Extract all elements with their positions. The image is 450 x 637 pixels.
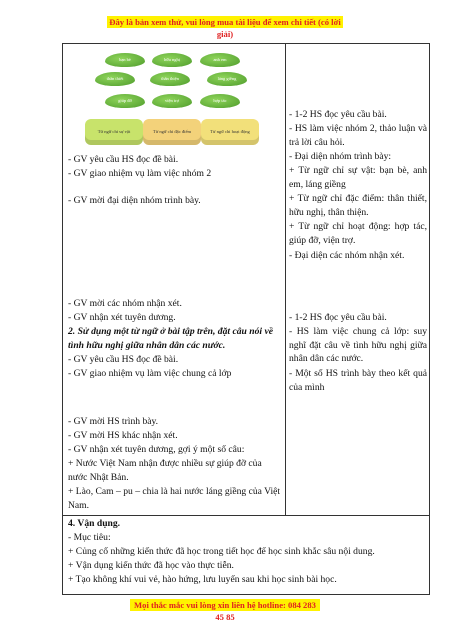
left-text: - GV giao nhiệm vụ làm việc nhóm 2 (68, 168, 212, 179)
left-text: + Lào, Cam – pu – chia là hai nước láng giềng của Việt Nam. (68, 486, 281, 511)
leaf-word: thân thiện (150, 72, 190, 86)
right-text: - Đại diện các nhóm nhận xét. (289, 250, 405, 261)
right-text: - Đại diện nhóm trình bày: (289, 151, 392, 162)
section-text: + Vận dụng kiến thức đã học vào thực tiễn. (68, 560, 234, 571)
right-text: - HS làm việc nhóm 2, thảo luận và trả lời câu hỏi. (289, 123, 427, 148)
exercise-heading: 2. Sử dụng một từ ngữ ở bài tập trên, đặt câu nói về tình hữu nghị giữa nhân dân các nước. (68, 326, 273, 351)
preview-banner: Đây là bản xem thử, vui lòng mua tài liệu để xem chi tiết (có lời giải) (107, 16, 343, 28)
section-text: - Mục tiêu: (68, 532, 111, 543)
leaf-word: giúp đỡ (105, 94, 145, 108)
leaf-word: hữu nghị (152, 53, 192, 67)
leaf-word: thân thiết (95, 72, 135, 86)
leaf-word: viện trợ (152, 94, 192, 108)
left-text: - GV yêu cầu HS đọc đề bài. (68, 154, 179, 165)
right-text: - 1-2 HS đọc yêu cầu bài. (289, 312, 387, 323)
group-box: Từ ngữ chỉ hoạt động (201, 119, 259, 145)
left-text: - GV giao nhiệm vụ làm việc chung cả lớp (68, 368, 232, 379)
left-text: - GV mời HS trình bày. (68, 416, 159, 427)
section-heading: 4. Vận dụng. (68, 518, 121, 529)
right-text: + Từ ngữ chỉ hoạt động: hợp tác, giúp đỡ, viện trợ. (289, 221, 427, 246)
left-text: - GV mời đại diện nhóm trình bày. (68, 195, 201, 206)
leaf-word: bạn bè (105, 53, 145, 67)
right-text: + Từ ngữ chỉ sự vật: bạn bè, anh em, láng giềng (289, 165, 427, 190)
hotline-banner: Mọi thắc mắc vui lòng xin liên hệ hotline: 084 283 45 85 (130, 599, 320, 611)
leaf-word: anh em (200, 53, 240, 67)
right-text: - Một số HS trình bày theo kết quả của mình (289, 368, 427, 393)
leaf-word: hợp tác (200, 94, 240, 108)
left-text: - GV nhận xét tuyên dương. (68, 312, 176, 323)
section-text: + Củng cố những kiến thức đã học trong tiết học để học sinh khắc sâu nội dung. (68, 546, 375, 557)
right-text: - HS làm việc chung cả lớp: suy nghĩ đặt câu về tình hữu nghị giữa nhân dân các nước. (289, 326, 427, 365)
left-text: - GV mời các nhóm nhận xét. (68, 298, 182, 309)
left-text: - GV mời HS khác nhận xét. (68, 430, 178, 441)
left-text: - GV nhận xét tuyên dương, gợi ý một số câu: (68, 444, 245, 455)
group-box: Từ ngữ chỉ đặc điểm (143, 119, 201, 145)
leaf-word: láng giềng (207, 72, 247, 86)
left-text: - GV yêu cầu HS đọc đề bài. (68, 354, 179, 365)
right-text: - 1-2 HS đọc yêu cầu bài. (289, 109, 387, 120)
group-box: Từ ngữ chỉ sự vật (85, 119, 143, 145)
section-text: + Tạo không khí vui vẻ, hào hứng, lưu luyến sau khi học sinh bài học. (68, 574, 337, 585)
left-text: + Nước Việt Nam nhận được nhiều sự giúp đỡ của nước Nhật Bản. (68, 458, 262, 483)
right-text: + Từ ngữ chỉ đặc điểm: thân thiết, hữu nghị, thân thiện. (289, 193, 427, 218)
